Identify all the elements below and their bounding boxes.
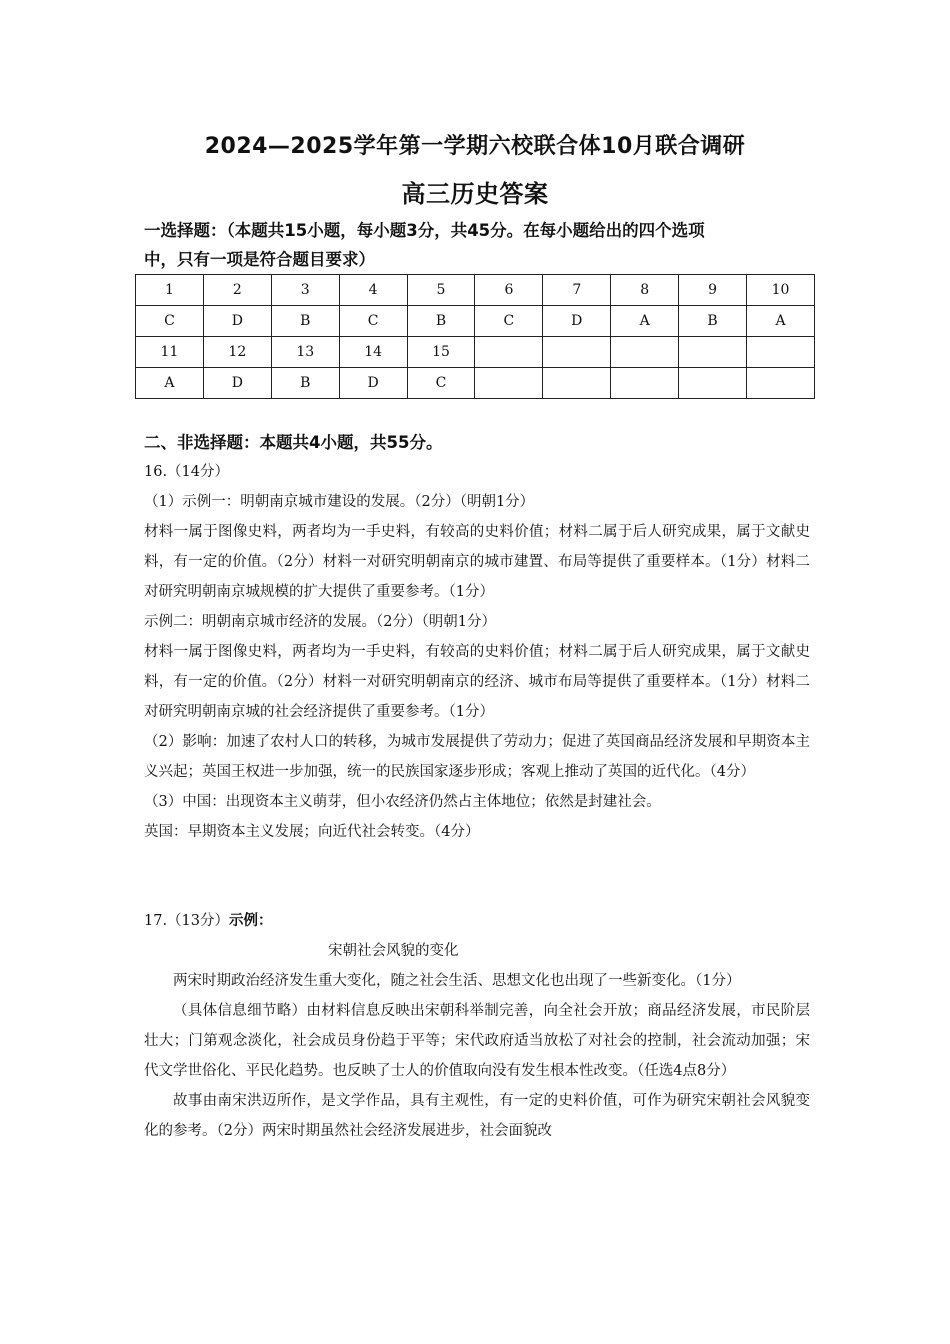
answer-table-row	[136, 275, 815, 306]
answer-table-cell: A	[747, 306, 815, 337]
answer-table-cell: 14	[339, 337, 407, 368]
q16-header: 16.（14分）	[144, 464, 230, 480]
q16-part3-china: （3）中国：出现资本主义萌芽，但小农经济仍然占主体地位；依然是封建社会。	[144, 794, 661, 810]
answer-table-cell: C	[339, 306, 407, 337]
page-title: 2024—2025学年第一学期六校联合体10月联合调研	[204, 134, 746, 159]
answer-table-cell	[543, 337, 611, 368]
answer-table-cell	[611, 337, 679, 368]
answer-table-cell: D	[203, 368, 271, 399]
answer-table	[135, 274, 815, 399]
answer-table-cell: 12	[203, 337, 271, 368]
answer-table-cell: D	[339, 368, 407, 399]
answer-table-cell: B	[271, 306, 339, 337]
answer-table-cell: 15	[407, 337, 475, 368]
answer-table-cell	[611, 368, 679, 399]
q17-paragraph-1: 两宋时期政治经济发生重大变化，随之社会生活、思想文化也出现了一些新变化。（1分）	[173, 973, 741, 989]
section1-heading-line1: 一选择题：（本题共15小题，每小题3分，共45分。在每小题给出的四个选项	[144, 221, 705, 240]
answer-table-cell: C	[475, 306, 543, 337]
q16-part1-analysis2: 材料一属于图像史料，两者均为一手史料，有较高的史料价值；材料二属于后人研究成果，属于文献史料，有一定的价值。（2分）材料一对研究明朝南京的经济、城市布局等提供了重要样本。（1分）材料二对研究明朝南京城的社会经济提供了重要参考。（1分）	[144, 644, 810, 720]
answer-table-cell: 5	[407, 275, 475, 306]
answer-table-cell	[747, 337, 815, 368]
answer-table-cell: A	[611, 306, 679, 337]
section2-heading: 二、非选择题：本题共4小题，共55分。	[144, 433, 443, 452]
answer-table-cell: C	[136, 306, 204, 337]
answer-table-cell: D	[543, 306, 611, 337]
answer-table-cell: A	[136, 368, 204, 399]
q17-paragraph-2: （具体信息细节略）由材料信息反映出宋朝科举制完善，向全社会开放；商品经济发展，市民阶层壮大；门第观念淡化，社会成员身份趋于平等；宋代政府适当放松了对社会的控制，社会流动加强；宋代文学世俗化、平民化趋势。也反映了士人的价值取向没有发生根本性改变。（任选4点8分）	[144, 1003, 810, 1079]
answer-table-cell	[475, 368, 543, 399]
q17-paragraph-3: 故事由南宋洪迈所作，是文学作品，具有主观性，有一定的史料价值，可作为研究宋朝社会风貌变化的参考。（2分）两宋时期虽然社会经济发展进步，社会面貌改	[144, 1093, 810, 1139]
answer-table-cell: 10	[747, 275, 815, 306]
q16-part2: （2）影响：加速了农村人口的转移，为城市发展提供了劳动力；促进了英国商品经济发展和早期资本主义兴起；英国王权进一步加强，统一的民族国家逐步形成；客观上推动了英国的近代化。（4分）	[144, 734, 810, 780]
answer-table-cell: 4	[339, 275, 407, 306]
q16-part1-example1: （1）示例一：明朝南京城市建设的发展。（2分）（明朝1分）	[144, 494, 535, 510]
q16-part1-analysis1: 材料一属于图像史料，两者均为一手史料，有较高的史料价值；材料二属于后人研究成果，属于文献史料，有一定的价值。（2分）材料一对研究明朝南京的城市建置、布局等提供了重要样本。（1分）材料二对研究明朝南京城规模的扩大提供了重要参考。（1分）	[144, 524, 810, 600]
section1-heading	[144, 216, 814, 274]
answer-table-row	[136, 368, 815, 399]
q16-part3-england: 英国：早期资本主义发展；向近代社会转变。（4分）	[144, 824, 480, 840]
answer-table-row	[136, 306, 815, 337]
q17-header: 17.（13分）	[144, 913, 230, 929]
answer-table-cell: 11	[136, 337, 204, 368]
answer-table-cell	[475, 337, 543, 368]
answer-table-cell	[679, 337, 747, 368]
q16-part1-example2: 示例二：明朝南京城市经济的发展。（2分）（明朝1分）	[144, 614, 496, 630]
answer-table-cell	[543, 368, 611, 399]
answer-table-cell: D	[203, 306, 271, 337]
answer-table-cell: 9	[679, 275, 747, 306]
page-subtitle: 高三历史答案	[401, 180, 549, 208]
q17-header-example: 示例：	[229, 913, 273, 929]
question-16	[144, 457, 810, 847]
answer-table-row	[136, 337, 815, 368]
answer-table-cell: 3	[271, 275, 339, 306]
answer-table-cell: 1	[136, 275, 204, 306]
answer-table-cell	[747, 368, 815, 399]
answer-table-cell: C	[407, 368, 475, 399]
q17-essay-title: 宋朝社会风貌的变化	[328, 943, 459, 959]
answer-table-cell	[679, 368, 747, 399]
answer-table-cell: B	[679, 306, 747, 337]
question-17	[144, 906, 810, 1146]
answer-table-cell: 2	[203, 275, 271, 306]
answer-table-cell: 6	[475, 275, 543, 306]
answer-table-cell: 13	[271, 337, 339, 368]
answer-table-cell: 8	[611, 275, 679, 306]
answer-table-cell: B	[407, 306, 475, 337]
answer-table-cell: B	[271, 368, 339, 399]
section1-heading-line2: 中，只有一项是符合题目要求）	[144, 250, 375, 269]
q17-header-line	[144, 906, 810, 936]
answer-table-cell: 7	[543, 275, 611, 306]
